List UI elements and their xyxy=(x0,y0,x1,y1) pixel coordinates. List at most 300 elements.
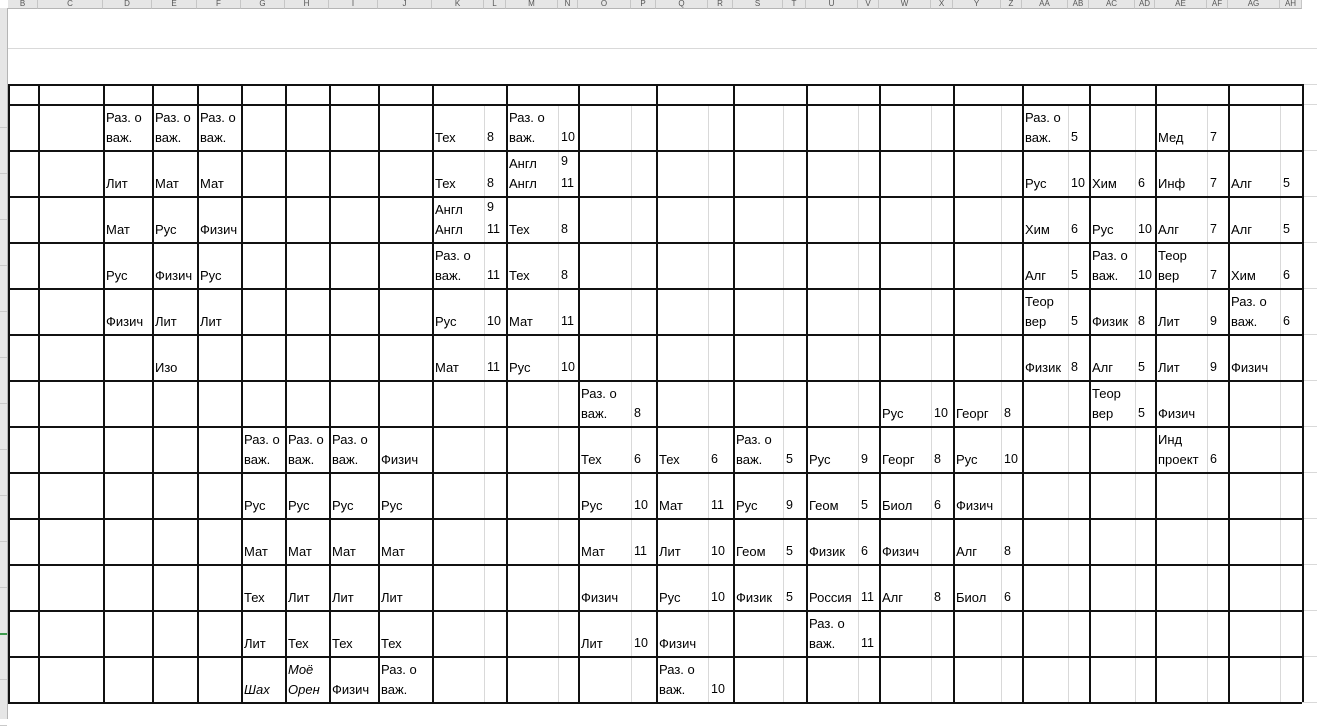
grid-line xyxy=(1280,104,1281,702)
lesson-subject xyxy=(956,568,986,588)
column-header-X[interactable]: X xyxy=(931,0,953,9)
lesson-cell[interactable] xyxy=(1092,338,1113,378)
lesson-cell[interactable] xyxy=(1158,108,1184,148)
lesson-subject: Раз. о xyxy=(809,616,845,631)
lesson-cell[interactable] xyxy=(1092,384,1121,424)
room-number: 8 xyxy=(561,222,568,236)
lesson-subject xyxy=(809,430,831,450)
lesson-cell[interactable] xyxy=(288,522,312,562)
lesson-subject xyxy=(1092,200,1114,220)
lesson-subject: Раз. о xyxy=(288,432,324,447)
lesson-subject xyxy=(1092,338,1113,358)
lesson-cell[interactable] xyxy=(581,614,603,654)
lesson-subject: Физич xyxy=(200,222,238,237)
lesson-cell[interactable] xyxy=(1231,246,1256,286)
column-header-AD[interactable]: AD xyxy=(1135,0,1155,9)
column-header-P[interactable]: P xyxy=(631,0,656,9)
header-class-7б[interactable] xyxy=(806,84,879,104)
lesson-subject: Тех xyxy=(659,452,680,467)
lesson-subject xyxy=(809,568,852,588)
lesson-cell[interactable] xyxy=(581,476,603,516)
header-time[interactable] xyxy=(38,84,103,104)
lesson-subject xyxy=(1025,338,1061,358)
lesson-cell[interactable] xyxy=(200,292,222,332)
room-number: 5 xyxy=(786,452,793,466)
lesson-cell[interactable] xyxy=(244,568,265,608)
row-border xyxy=(8,288,1302,290)
column-header-E[interactable]: E xyxy=(152,0,197,9)
lesson-subject xyxy=(244,568,265,588)
lesson-subject xyxy=(659,522,681,542)
room-number: 8 xyxy=(561,268,568,282)
lesson-subject xyxy=(956,476,993,496)
lesson-cell[interactable] xyxy=(1231,154,1252,194)
row-border xyxy=(8,426,1302,428)
lesson-subject: Хим xyxy=(1025,222,1050,237)
room-number: 5 xyxy=(786,590,793,604)
room-number: 5 xyxy=(1071,130,1078,144)
lesson-cell[interactable] xyxy=(435,338,459,378)
row-border xyxy=(8,150,1302,152)
column-header-AC[interactable]: AC xyxy=(1089,0,1135,9)
lesson-cell[interactable] xyxy=(106,292,143,332)
lesson-subject: Рус xyxy=(809,452,831,467)
lesson-cell[interactable] xyxy=(509,200,530,240)
room-number: 10 xyxy=(934,406,948,420)
lesson-cell[interactable] xyxy=(332,522,356,562)
lesson-cell[interactable] xyxy=(381,476,403,516)
lesson-cell[interactable] xyxy=(956,476,993,516)
grid-line xyxy=(783,104,784,702)
column-header-M[interactable]: M xyxy=(506,0,558,9)
room-number: 5 xyxy=(861,498,868,512)
lesson-subject: важ. xyxy=(1092,268,1119,283)
lesson-cell[interactable] xyxy=(106,154,128,194)
column-header-B[interactable]: B xyxy=(8,0,38,9)
lesson-subject xyxy=(659,430,680,450)
lesson-subject: Рус xyxy=(1025,176,1047,191)
column-header-Q[interactable]: Q xyxy=(656,0,708,9)
header-class-3б[interactable] xyxy=(285,84,329,104)
lesson-subject: Англ xyxy=(509,176,537,191)
lesson-subject xyxy=(581,476,603,496)
lesson-subject xyxy=(659,614,696,634)
lesson-cell[interactable] xyxy=(244,614,266,654)
lesson-cell[interactable] xyxy=(1025,292,1054,332)
lesson-cell[interactable] xyxy=(509,338,531,378)
lesson-subject: Физик xyxy=(1092,314,1129,329)
header-class-4б[interactable] xyxy=(378,84,432,104)
lesson-cell[interactable] xyxy=(509,292,533,332)
lesson-subject: Рус xyxy=(956,452,978,467)
lesson-cell[interactable] xyxy=(200,154,224,194)
lesson-cell[interactable] xyxy=(659,568,681,608)
lesson-subject: Физич xyxy=(1231,360,1269,375)
row-border xyxy=(8,702,1302,704)
lesson-cell[interactable] xyxy=(244,660,270,700)
lesson-subject xyxy=(332,568,354,588)
lesson-subject xyxy=(1158,292,1180,312)
lesson-cell[interactable] xyxy=(332,476,354,516)
lesson-subject: важ. xyxy=(1025,130,1052,145)
column-header-G[interactable]: G xyxy=(241,0,285,9)
lesson-cell[interactable] xyxy=(435,108,456,148)
lesson-cell[interactable] xyxy=(435,246,471,286)
lesson-cell[interactable] xyxy=(809,476,839,516)
lesson-cell[interactable] xyxy=(581,522,605,562)
lesson-subject xyxy=(381,476,403,496)
col-border xyxy=(506,84,508,702)
lesson-subject: важ. xyxy=(200,130,227,145)
lesson-cell[interactable] xyxy=(956,384,989,424)
lesson-subject: Раз. о xyxy=(509,110,545,125)
lesson-subject xyxy=(509,338,531,358)
lesson-cell[interactable] xyxy=(1158,154,1185,194)
grid-line xyxy=(858,104,859,702)
lesson-cell[interactable] xyxy=(155,338,177,378)
lesson-cell[interactable] xyxy=(736,568,772,608)
col-border xyxy=(656,84,658,702)
lesson-cell[interactable] xyxy=(509,108,545,148)
lesson-cell[interactable] xyxy=(509,246,530,286)
room-number: 10 xyxy=(634,636,648,650)
lesson-subject xyxy=(381,522,405,542)
lesson-cell[interactable] xyxy=(1158,292,1180,332)
lesson-subject xyxy=(155,246,192,266)
column-header-AE[interactable]: AE xyxy=(1155,0,1207,9)
lesson-cell[interactable] xyxy=(956,568,986,608)
room-number: 6 xyxy=(861,544,868,558)
room-number: 9 xyxy=(561,154,568,168)
lesson-cell[interactable] xyxy=(200,108,236,148)
lesson-cell[interactable] xyxy=(381,568,403,608)
lesson-subject: Физич xyxy=(581,590,619,605)
lesson-cell[interactable] xyxy=(882,568,903,608)
lesson-cell[interactable] xyxy=(1025,108,1061,148)
lesson-subject: Раз. о xyxy=(106,110,142,125)
lesson-cell[interactable] xyxy=(882,476,912,516)
column-header-S[interactable]: S xyxy=(733,0,783,9)
lesson-subject xyxy=(956,384,989,404)
column-header-J[interactable]: J xyxy=(378,0,432,9)
lesson-cell[interactable] xyxy=(106,246,128,286)
lesson-cell[interactable] xyxy=(435,154,456,194)
lesson-subject: Геом xyxy=(736,544,766,559)
grid-line xyxy=(708,104,709,702)
lesson-cell[interactable] xyxy=(1092,246,1128,286)
column-header-AA[interactable]: AA xyxy=(1022,0,1068,9)
lesson-cell[interactable] xyxy=(882,430,915,470)
lesson-subject: важ. xyxy=(509,130,536,145)
column-header-U[interactable]: U xyxy=(806,0,858,9)
lesson-cell[interactable] xyxy=(155,108,191,148)
room-number: 7 xyxy=(1210,176,1217,190)
lesson-cell[interactable] xyxy=(509,154,537,194)
col-border xyxy=(1089,84,1091,702)
room-number: 11 xyxy=(711,498,724,512)
lesson-cell[interactable] xyxy=(1025,338,1061,378)
lesson-subject: Раз. о xyxy=(244,432,280,447)
border-bottom-header xyxy=(8,104,1302,106)
lesson-subject: Англ xyxy=(509,156,537,171)
lesson-cell[interactable] xyxy=(581,430,602,470)
lesson-cell[interactable] xyxy=(809,614,845,654)
lesson-subject xyxy=(288,476,310,496)
lesson-subject xyxy=(1231,154,1252,174)
lesson-subject: важ. xyxy=(155,130,182,145)
lesson-cell[interactable] xyxy=(736,430,772,470)
header-class-8б[interactable] xyxy=(953,84,1022,104)
col-border xyxy=(8,84,10,702)
lesson-cell[interactable] xyxy=(1158,384,1195,424)
lesson-subject: Мат xyxy=(435,360,459,375)
lesson-cell[interactable] xyxy=(244,430,280,470)
lesson-cell[interactable] xyxy=(1092,292,1128,332)
lesson-cell[interactable] xyxy=(381,430,418,470)
lesson-subject: Биол xyxy=(956,590,987,605)
lesson-cell[interactable] xyxy=(381,522,405,562)
column-header-AB[interactable]: AB xyxy=(1068,0,1089,9)
header-class-1а[interactable] xyxy=(103,84,152,104)
column-header-O[interactable]: O xyxy=(578,0,631,9)
lesson-cell[interactable] xyxy=(581,384,617,424)
lesson-subject: Лит xyxy=(381,590,403,605)
lesson-cell[interactable] xyxy=(809,568,852,608)
column-header-I[interactable]: I xyxy=(329,0,378,9)
lesson-cell[interactable] xyxy=(659,430,680,470)
room-number: 10 xyxy=(1004,452,1018,466)
header-class-4а[interactable] xyxy=(329,84,378,104)
lesson-subject: Лит xyxy=(332,590,354,605)
column-header-AF[interactable]: AF xyxy=(1207,0,1228,9)
lesson-cell[interactable] xyxy=(200,246,222,286)
lesson-cell[interactable] xyxy=(1025,246,1046,286)
lesson-subject xyxy=(736,522,766,542)
lesson-subject xyxy=(659,476,683,496)
room-number: 9 xyxy=(861,452,868,466)
lesson-cell[interactable] xyxy=(882,522,919,562)
col-border xyxy=(1155,84,1157,702)
lesson-subject: Рус xyxy=(106,268,128,283)
room-number: 8 xyxy=(1138,314,1145,328)
row-tick xyxy=(0,403,7,404)
lesson-cell[interactable] xyxy=(332,430,368,470)
lesson-subject xyxy=(1158,108,1184,128)
header-class-6а[interactable] xyxy=(578,84,656,104)
row-border xyxy=(8,610,1302,612)
header-num[interactable] xyxy=(8,84,38,104)
lesson-subject xyxy=(581,568,618,588)
header-class-9б[interactable] xyxy=(1089,84,1155,104)
column-header-Y[interactable]: Y xyxy=(953,0,1001,9)
room-number: 6 xyxy=(711,452,718,466)
grid-line xyxy=(1135,104,1136,702)
lesson-cell[interactable] xyxy=(882,384,904,424)
lesson-subject: Тех xyxy=(435,176,456,191)
lesson-subject: Мат xyxy=(332,544,356,559)
room-number: 5 xyxy=(1071,268,1078,282)
header-class-9а[interactable] xyxy=(1022,84,1089,104)
column-header-W[interactable]: W xyxy=(879,0,931,9)
lesson-cell[interactable] xyxy=(332,568,354,608)
lesson-cell[interactable] xyxy=(244,522,268,562)
lesson-cell[interactable] xyxy=(1231,338,1268,378)
lesson-subject: Рус xyxy=(581,498,603,513)
lesson-subject: Мед xyxy=(1158,130,1184,145)
lesson-cell[interactable] xyxy=(288,614,309,654)
lesson-cell[interactable] xyxy=(659,660,695,700)
lesson-cell[interactable] xyxy=(155,292,177,332)
header-class-2а[interactable] xyxy=(152,84,197,104)
row-tick xyxy=(0,311,7,312)
lesson-subject: Лит xyxy=(581,636,603,651)
lesson-subject: Раз. о xyxy=(581,386,617,401)
lesson-subject xyxy=(200,200,237,220)
lesson-subject: Раз. о xyxy=(155,110,191,125)
col-border xyxy=(578,84,580,702)
lesson-subject: важ. xyxy=(435,268,462,283)
col-border xyxy=(1302,84,1304,702)
lesson-cell[interactable] xyxy=(381,660,417,700)
lesson-subject: Рус xyxy=(736,498,758,513)
room-number: 10 xyxy=(1138,222,1152,236)
lesson-cell[interactable] xyxy=(1158,338,1180,378)
lesson-subject: Лит xyxy=(200,314,222,329)
lesson-cell[interactable] xyxy=(288,568,310,608)
lesson-cell[interactable] xyxy=(1231,200,1252,240)
lesson-subject: Мат xyxy=(288,544,312,559)
room-number: 10 xyxy=(634,498,648,512)
lesson-cell[interactable] xyxy=(809,522,845,562)
lesson-subject xyxy=(106,154,128,174)
lesson-cell[interactable] xyxy=(1025,200,1050,240)
lesson-cell[interactable] xyxy=(332,660,369,700)
room-number: 10 xyxy=(711,682,725,696)
lesson-cell[interactable] xyxy=(155,200,177,240)
lesson-subject: Раз. о xyxy=(1025,110,1061,125)
lesson-cell[interactable] xyxy=(288,476,310,516)
room-number: 6 xyxy=(1283,314,1290,328)
lesson-subject: Рус xyxy=(288,498,310,513)
lesson-cell[interactable] xyxy=(809,430,831,470)
lesson-subject: Тех xyxy=(244,590,265,605)
lesson-cell[interactable] xyxy=(155,154,179,194)
lesson-cell[interactable] xyxy=(288,660,320,700)
col-border xyxy=(103,84,105,702)
column-header-C[interactable]: C xyxy=(38,0,103,9)
lesson-cell[interactable] xyxy=(736,476,758,516)
column-header-AG[interactable]: AG xyxy=(1228,0,1280,9)
column-header-N[interactable]: N xyxy=(558,0,578,9)
column-header-Z[interactable]: Z xyxy=(1001,0,1022,9)
lesson-subject: Рус xyxy=(1092,222,1114,237)
lesson-cell[interactable] xyxy=(1158,200,1179,240)
lesson-subject xyxy=(155,292,177,312)
lesson-subject xyxy=(106,200,130,220)
lesson-subject: Раз. о xyxy=(332,432,368,447)
column-header-H[interactable]: H xyxy=(285,0,329,9)
lesson-cell[interactable] xyxy=(106,200,130,240)
column-header-AH[interactable]: AH xyxy=(1280,0,1302,9)
lesson-cell[interactable] xyxy=(659,522,681,562)
lesson-cell[interactable] xyxy=(659,476,683,516)
lesson-cell[interactable] xyxy=(1231,292,1267,332)
grid-line xyxy=(558,104,559,702)
column-header-R[interactable]: R xyxy=(708,0,733,9)
lesson-subject xyxy=(882,476,912,496)
column-header-D[interactable]: D xyxy=(103,0,152,9)
lesson-cell[interactable] xyxy=(200,200,237,240)
lesson-subject xyxy=(332,614,353,634)
row-border xyxy=(8,564,1302,566)
lesson-cell[interactable] xyxy=(332,614,353,654)
lesson-cell[interactable] xyxy=(581,568,618,608)
col-border xyxy=(1228,84,1230,702)
lesson-cell[interactable] xyxy=(155,246,192,286)
lesson-subject xyxy=(581,614,603,634)
lesson-cell[interactable] xyxy=(1158,430,1199,470)
row-tick xyxy=(0,173,7,174)
lesson-cell[interactable] xyxy=(736,522,766,562)
lesson-cell[interactable] xyxy=(1092,154,1117,194)
lesson-cell[interactable] xyxy=(244,476,266,516)
header-class-7а[interactable] xyxy=(733,84,806,104)
room-number: 5 xyxy=(1138,360,1145,374)
header-class-10а[interactable] xyxy=(1155,84,1228,104)
column-header-V[interactable]: V xyxy=(858,0,879,9)
lesson-cell[interactable] xyxy=(106,108,142,148)
header-class-3а[interactable] xyxy=(241,84,285,104)
lesson-subject xyxy=(509,246,530,266)
column-header-L[interactable]: L xyxy=(484,0,506,9)
lesson-cell[interactable] xyxy=(956,430,978,470)
lesson-cell[interactable] xyxy=(288,430,324,470)
lesson-cell[interactable] xyxy=(1092,200,1114,240)
lesson-subject xyxy=(155,338,177,358)
header-class-5а[interactable] xyxy=(432,84,506,104)
lesson-subject xyxy=(200,246,222,266)
header-class-6б[interactable] xyxy=(656,84,733,104)
lesson-subject xyxy=(381,568,403,588)
lesson-subject: Шах xyxy=(244,682,270,697)
lesson-cell[interactable] xyxy=(381,614,402,654)
lesson-subject xyxy=(435,338,459,358)
grid-line xyxy=(484,104,485,702)
header-class-2б[interactable] xyxy=(197,84,241,104)
lesson-subject xyxy=(244,660,270,680)
lesson-cell[interactable] xyxy=(1025,154,1047,194)
lesson-subject: Тех xyxy=(581,452,602,467)
row-border xyxy=(8,518,1302,520)
header-class-11а[interactable] xyxy=(1228,84,1302,104)
lesson-subject: Мат xyxy=(244,544,268,559)
header-class-8а[interactable] xyxy=(879,84,953,104)
header-class-5б[interactable] xyxy=(506,84,578,104)
room-number: 5 xyxy=(1283,222,1290,236)
lesson-subject: важ. xyxy=(381,682,408,697)
lesson-cell[interactable] xyxy=(956,522,977,562)
row-header-strip[interactable] xyxy=(0,8,8,719)
row-tick xyxy=(0,679,7,680)
column-header-F[interactable]: F xyxy=(197,0,241,9)
lesson-cell[interactable] xyxy=(1158,246,1187,286)
lesson-cell[interactable] xyxy=(435,200,463,240)
lesson-cell[interactable] xyxy=(435,292,457,332)
column-header-K[interactable]: K xyxy=(432,0,484,9)
row-tick xyxy=(0,449,7,450)
lesson-cell[interactable] xyxy=(659,614,696,654)
column-header-T[interactable]: T xyxy=(783,0,806,9)
